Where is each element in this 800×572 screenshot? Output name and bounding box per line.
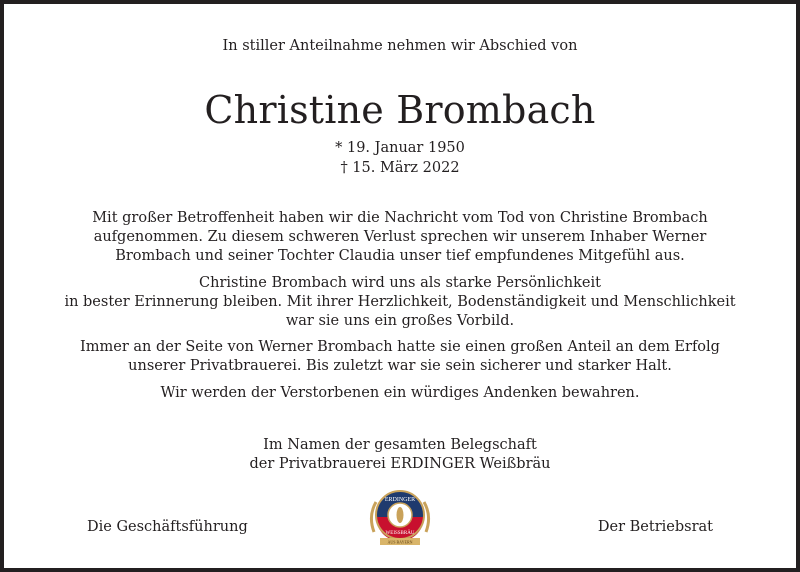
text-line: aufgenommen. Zu diesem schweren Verlust sprechen wir unserem Inhaber Werner — [93, 229, 707, 245]
deceased-name: Christine Brombach — [204, 88, 596, 132]
text-line: unserer Privatbrauerei. Bis zuletzt war sie sein sicherer und starker Halt. — [128, 358, 672, 374]
erdinger-logo — [366, 488, 434, 548]
svg-text:AUS BAYERN: AUS BAYERN — [387, 539, 413, 545]
paragraph-closing — [4, 384, 796, 403]
text-line: Im Namen der gesamten Belegschaft — [263, 437, 537, 453]
text-line: Mit großer Betroffenheit haben wir die Nachricht vom Tod von Christine Brombach — [92, 210, 708, 226]
svg-text:WEISSBRÄU: WEISSBRÄU — [385, 531, 415, 536]
paragraph-condolence — [4, 209, 796, 266]
signature-block — [4, 436, 796, 474]
paragraph-brewery — [4, 338, 796, 376]
death-date: † 15. März 2022 — [340, 160, 460, 176]
text-line: in bester Erinnerung bleiben. Mit ihrer Herzlichkeit, Bodenständigkeit und Menschlichkeit — [64, 294, 736, 310]
text-line: Immer an der Seite von Werner Brombach hatte sie einen großen Anteil an dem Erfolg — [80, 339, 720, 355]
text-line: Brombach und seiner Tochter Claudia unser tief empfundenes Mitgefühl aus. — [115, 248, 685, 264]
paragraph-memory — [4, 274, 796, 331]
birth-date: * 19. Januar 1950 — [335, 140, 465, 156]
life-dates — [4, 138, 796, 178]
text-line: Christine Brombach wird uns als starke Persönlichkeit — [199, 275, 601, 291]
text-line: war sie uns ein großes Vorbild. — [285, 313, 515, 329]
text-line: Wir werden der Verstorbenen ein würdiges Andenken bewahren. — [160, 385, 640, 401]
svg-text:ERDINGER: ERDINGER — [384, 497, 416, 503]
management-signature: Die Geschäftsführung — [87, 519, 248, 535]
intro-line: In stiller Anteilnahme nehmen wir Abschied von — [222, 38, 578, 54]
works-council-signature: Der Betriebsrat — [597, 519, 713, 535]
text-line: der Privatbrauerei ERDINGER Weißbräu — [249, 456, 551, 472]
